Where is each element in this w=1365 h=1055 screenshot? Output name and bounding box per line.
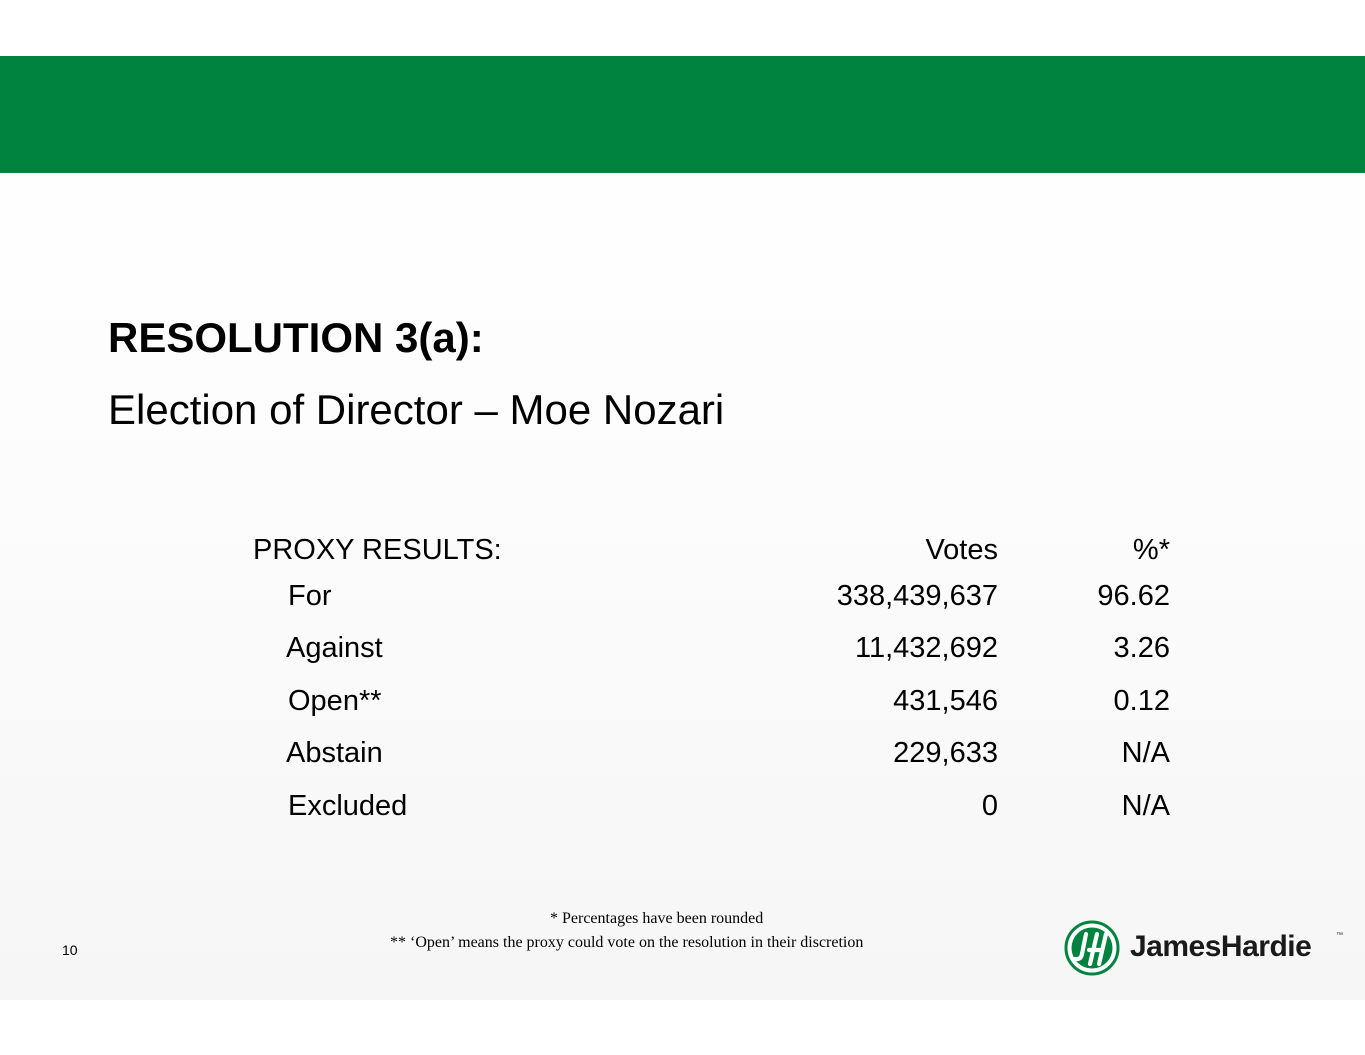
row-label: Against [286,632,383,664]
row-label: Open** [288,685,382,717]
row-percent: 0.12 [1113,685,1170,717]
percent-column-header: %* [1132,534,1170,566]
row-percent: N/A [1121,737,1170,769]
row-percent: N/A [1121,790,1170,822]
votes-column-header: Votes [925,534,998,566]
resolution-subtitle: Election of Director – Moe Nozari [108,386,725,433]
row-votes: 338,439,637 [836,580,998,612]
footnote-open-definition: ** ‘Open’ means the proxy could vote on the resolution in their discretion [390,934,864,951]
james-hardie-jh-icon [1064,920,1120,976]
row-votes: 0 [981,790,998,822]
proxy-results-header: PROXY RESULTS: [253,534,502,566]
resolution-title: RESOLUTION 3(a): [108,314,484,361]
james-hardie-logo [1064,918,1349,978]
table-row [0,580,1365,620]
row-votes: 431,546 [893,685,998,717]
table-row [0,790,1365,830]
row-percent: 3.26 [1113,632,1170,664]
trademark-symbol: ™ [1336,932,1343,939]
row-votes: 229,633 [893,737,998,769]
row-percent: 96.62 [1097,580,1170,612]
row-label: Excluded [288,790,408,822]
row-label: Abstain [286,737,383,769]
page-number: 10 [62,942,78,958]
header-band [0,56,1365,173]
logo-wordmark: JamesHardie [1130,930,1312,963]
table-row [0,685,1365,725]
row-votes: 11,432,692 [855,632,998,664]
row-label: For [288,580,332,612]
footnote-rounding: * Percentages have been rounded [550,910,764,927]
table-row [0,632,1365,672]
table-row [0,737,1365,777]
